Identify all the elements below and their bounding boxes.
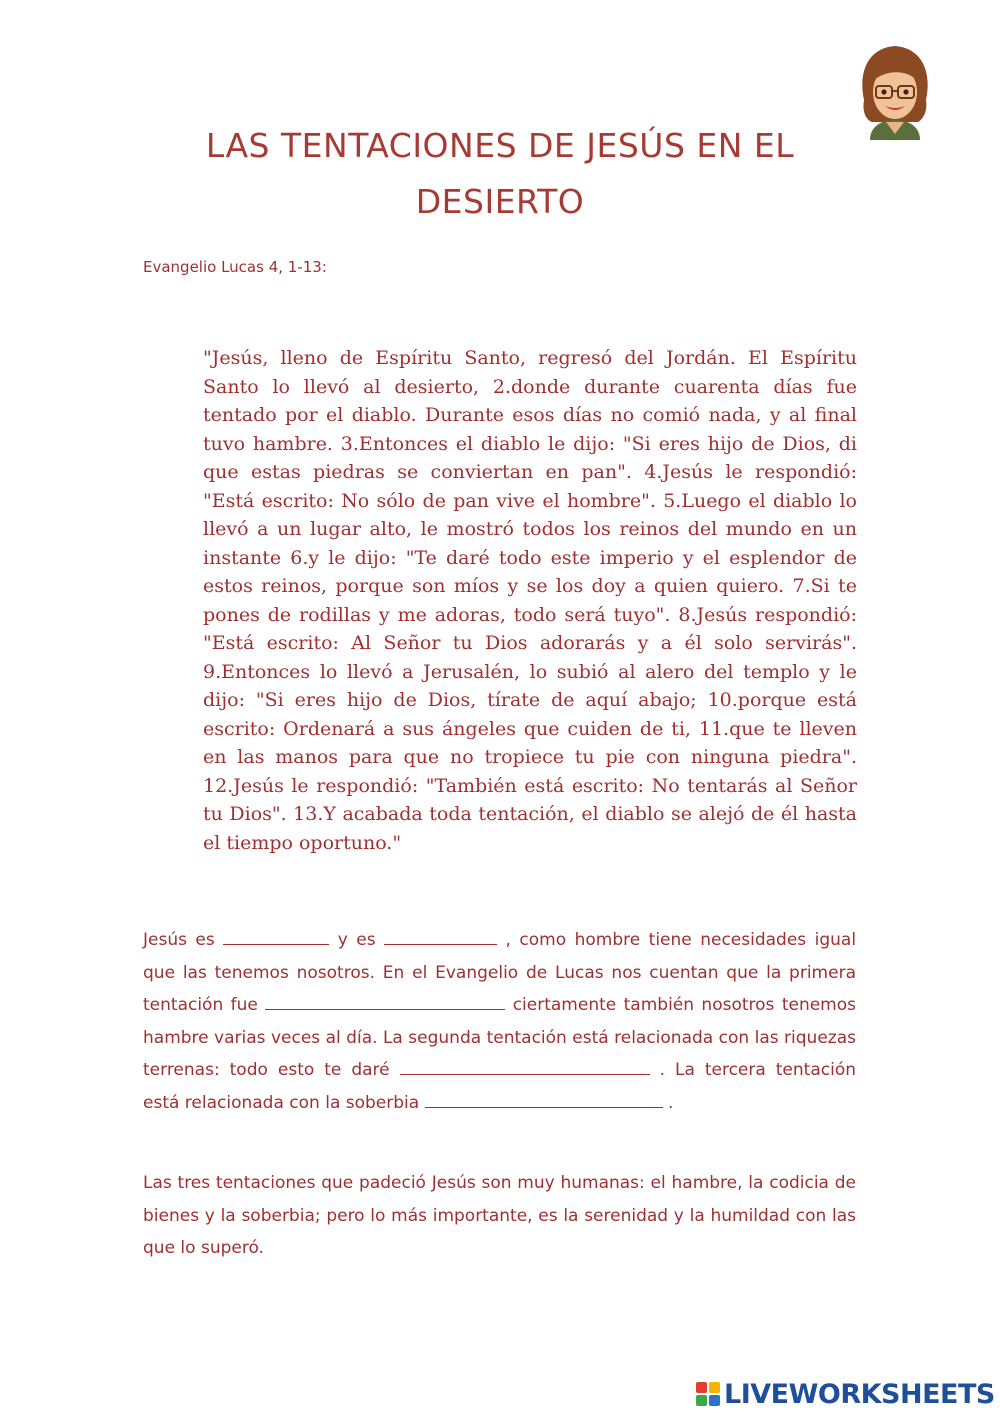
gospel-reference: Evangelio Lucas 4, 1-13: [143,258,327,276]
answer-blank-3[interactable] [265,989,505,1010]
answer-blank-2[interactable] [384,924,497,945]
answer-blank-4[interactable] [400,1054,650,1075]
exercise-text-5: . La tercera tentación está relacionada con la soberbia [143,1060,856,1113]
exercise-text-4: ciertamente también nosotros tenemos hambre varias veces al día. La segunda tentación está relacionada con las riquezas terrenas: todo esto te daré [143,995,856,1080]
exercise-text-6: . [668,1092,674,1113]
answer-blank-1[interactable] [223,924,329,945]
logo-grid-icon [696,1382,720,1406]
exercise-text-3: , como hombre tiene necesidades igual que las tenemos nosotros. En el Evangelio de Lucas nos cuentan que la primera tentación fue [143,930,857,1015]
brand-name: LIVEWORKSHEETS [724,1378,995,1410]
teacher-avatar-icon [856,42,934,142]
gospel-passage: "Jesús, lleno de Espíritu Santo, regresó del Jordán. El Espíritu Santo lo llevó al desierto, 2.donde durante cuarenta días fue tentado por el diablo. Durante esos días no comió nada, y al final tuvo hambre. 3.Entonces el diablo le dijo: "Si eres hijo de Dios, di que estas piedras se conviertan en pan". 4.Jesús le respondió: "Está escrito: No sólo de pan vive el hombre". 5.Luego el diablo lo llevó a un lugar alto, le mostró todos los reinos del mundo en un instante 6.y le dijo: "Te daré todo este imperio y el esplendor de estos reinos, porque son míos y se los doy a quien quiero. 7.Si te pones de rodillas y me adoras, todo será tuyo". 8.Jesús respondió: "Está escrito: Al Señor tu Dios adorarás y a él solo servirás". 9.Entonces lo llevó a Jerusalén, lo subió al alero del templo y le dijo: "Si eres hijo de Dios, tírate de aquí abajo; 10.porque está escrito: Ordenará a sus ángeles que cuiden de ti, 11.que te lleven en las manos para que no tropiece tu pie con ninguna piedra". 12.Jesús le respondió: "También está escrito: No tentarás al Señor tu Dios". 13.Y acabada toda tentación, el diablo se alejó de él hasta el tiempo oportuno." [203,347,857,854]
closing-paragraph: Las tres tentaciones que padeció Jesús son muy humanas: el hambre, la codicia de bienes y la soberbia; pero lo más importante, es la serenidad y la humildad con las que lo superó. [143,1173,856,1258]
fill-in-exercise [143,924,856,1119]
answer-blank-5[interactable] [425,1087,663,1108]
exercise-text-1: Jesús es [143,930,215,950]
exercise-text-2: y es [337,930,376,950]
page-title: LAS TENTACIONES DE JESÚS EN EL DESIERTO [205,126,795,221]
liveworksheets-logo [696,1378,995,1410]
